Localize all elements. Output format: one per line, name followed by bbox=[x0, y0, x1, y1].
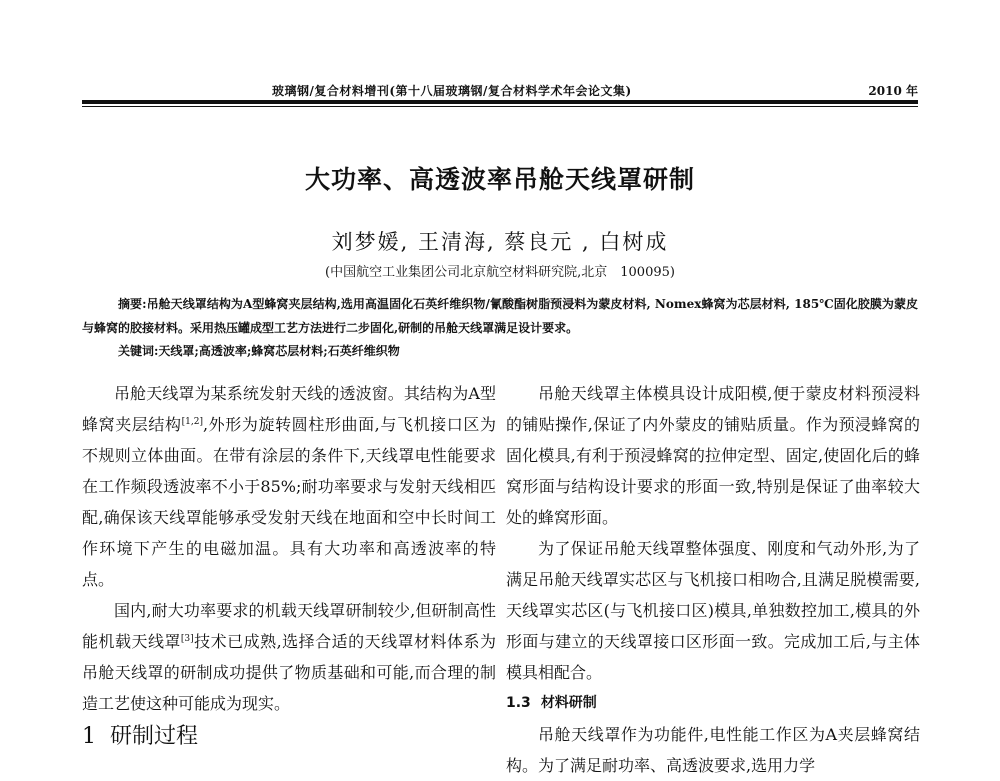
header-rule-thin bbox=[82, 106, 918, 107]
paragraph-text: 吊舱天线罩为某系统发射天线的透波窗。其结构为A型蜂窝夹层结构 bbox=[82, 384, 496, 434]
right-column bbox=[506, 378, 920, 781]
keywords: 关键词:天线罩;高透波率;蜂窝芯层材料;石英纤维织物 bbox=[118, 344, 400, 358]
journal-name: 玻璃钢/复合材料增刊(第十八届玻璃钢/复合材料学术年会论文集) bbox=[272, 84, 632, 98]
running-head bbox=[82, 82, 918, 102]
body-paragraph: 吊舱天线罩主体模具设计成阳模,便于蒙皮材料预浸料的铺贴操作,保证了内外蒙皮的铺贴质量。作为预浸蜂窝的固化模具,有利于预浸蜂窝的拉伸定型、固定,使固化后的蜂窝形面与结构设计要求的形面一致,特别是保证了曲率较大处的蜂窝形面。 bbox=[506, 384, 920, 527]
subsection-title: 材料研制 bbox=[540, 695, 597, 711]
paragraph-text: ,外形为旋转圆柱形曲面,与飞机接口区为不规则立体曲面。在带有涂层的条件下,天线罩电性能要求在工作频段透波率不小于85%;耐功率要求与发射天线相匹配,确保该天线罩能够承受发射天线在地面和空中长时间工作环境下产生的电磁加温。具有大功率和高透波率的特点。 bbox=[82, 415, 496, 589]
affiliation: (中国航空工业集团公司北京航空材料研究院,北京 100095) bbox=[325, 265, 675, 280]
subsection-number: 1.3 bbox=[506, 695, 531, 711]
author-list: 刘梦媛, 王清海, 蔡良元 , 白树成 bbox=[331, 230, 669, 254]
abstract: 摘要:吊舱天线罩结构为A型蜂窝夹层结构,选用高温固化石英纤维织物/氰酸酯树脂预浸料为蒙皮材料, Nomex蜂窝为芯层材料, 185℃固化胶膜为蒙皮与蜂窝的胶接材料。采用热压罐成型工艺方法进行二步固化,研制的吊舱天线罩满足设计要求。 bbox=[82, 297, 918, 335]
section-title: 研制过程 bbox=[110, 724, 199, 749]
header-rule-thick bbox=[82, 100, 918, 104]
body-paragraph bbox=[82, 378, 496, 595]
left-column bbox=[82, 378, 496, 752]
body-paragraph bbox=[82, 595, 496, 719]
subsection-heading bbox=[506, 688, 920, 719]
section-number: 1 bbox=[82, 724, 96, 749]
body-paragraph: 为了保证吊舱天线罩整体强度、刚度和气动外形,为了满足吊舱天线罩实芯区与飞机接口相吻合,且满足脱模需要,天线罩实芯区(与飞机接口区)模具,单独数控加工,模具的外形面与建立的天线罩接口区形面一致。完成加工后,与主体模具相配合。 bbox=[506, 539, 920, 682]
citation-ref: [3] bbox=[180, 634, 194, 644]
paragraph-text: 技术已成熟,选择合适的天线罩材料体系为吊舱天线罩的研制成功提供了物质基础和可能,而合理的制造工艺使这种可能成为现实。 bbox=[82, 632, 496, 713]
citation-ref: [1,2] bbox=[181, 417, 203, 427]
paragraph-text: 国内,耐大功率要求的机载天线罩研制较少,但研制高性能机载天线罩 bbox=[82, 601, 496, 651]
body-paragraph: 吊舱天线罩作为功能件,电性能工作区为A夹层蜂窝结构。为了满足耐功率、高透波要求,选用力学 bbox=[506, 725, 920, 775]
section-heading bbox=[82, 721, 496, 752]
publication-year: 2010 年 bbox=[868, 84, 918, 98]
paper-title: 大功率、高透波率吊舱天线罩研制 bbox=[304, 165, 695, 194]
